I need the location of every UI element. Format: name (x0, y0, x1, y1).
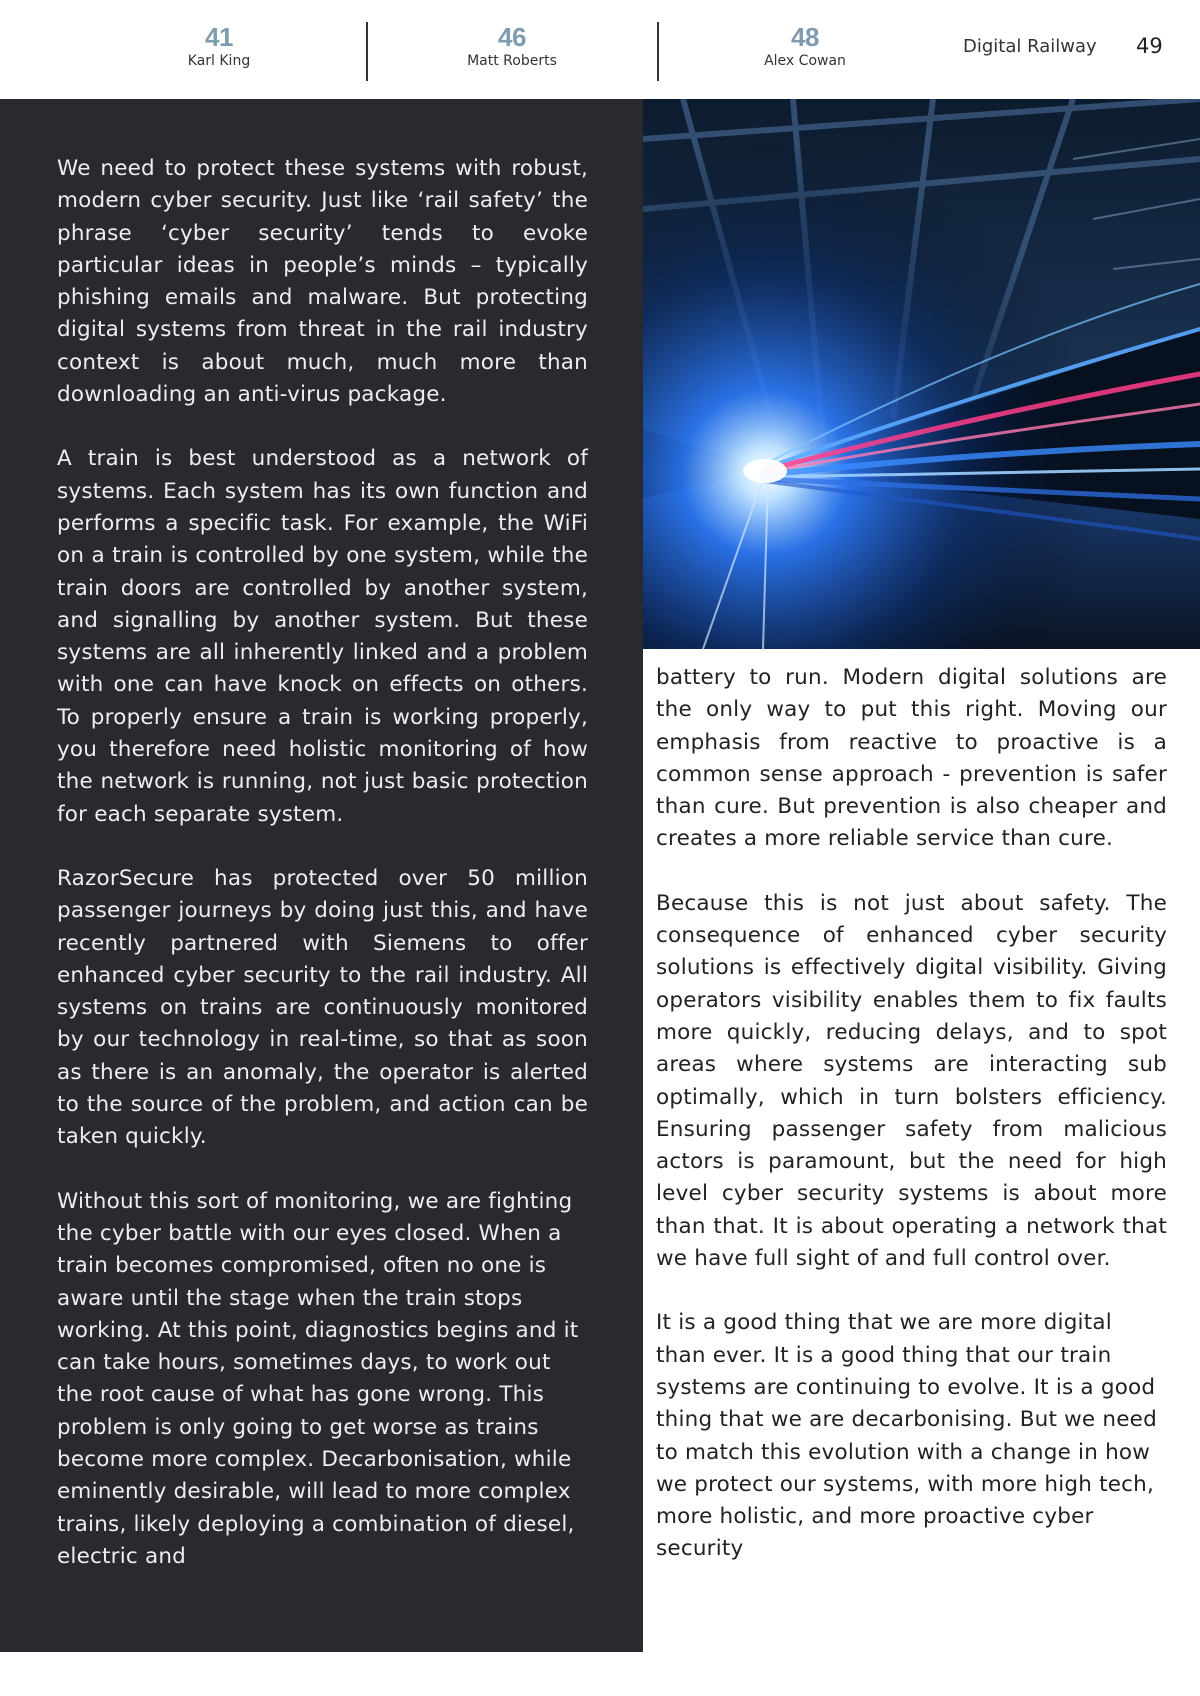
nav-link-karl-king[interactable] (119, 22, 319, 70)
article-left-column (57, 153, 588, 1573)
nav-author-name: Matt Roberts (467, 53, 557, 69)
article-paragraph: It is a good thing that we are more digital than ever. It is a good thing that our train systems are continuing to evolve. It is a good thing that we are decarbonising. But we need to match this evolution with a change in how we protect our systems, with more high tech, more holistic, and more proactive cyber security (656, 1310, 1157, 1562)
nav-page-number: 46 (498, 22, 526, 52)
article-paragraph: Without this sort of monitoring, we are fighting the cyber battle with our eyes closed. When a train becomes compromised, often no one is aware until the stage when the train stops working. At this point, diagnostics begins and it can take hours, sometimes days, to work out the root cause of what has gone wrong. This problem is only going to get worse as trains become more complex. Decarbonisation, while eminently desirable, will lead to more complex trains, likely deploying a combination of diesel, electric and (57, 1188, 579, 1569)
article-paragraph: RazorSecure has protected over 50 million passenger journeys by doing just this, and have recently partnered with Siemens to offer enhanced cyber security to the rail industry. All systems on trains are continuously monitored by our technology in real-time, so that as soon as there is an anomaly, the operator is alerted to the source of the problem, and action can be taken quickly. (57, 865, 588, 1150)
nav-divider (366, 22, 368, 81)
article-paragraph: Because this is not just about safety. The consequence of enhanced cyber security solutions is effectively digital visibility. Giving operators visibility enables them to fix faults more quickly, reducing delays, and to spot areas where systems are interacting sub optimally, which in turn bolsters efficiency. Ensuring passenger safety from malicious actors is paramount, but the need for high level cyber security systems is about more than that. It is about operating a network that we have full sight of and full control over. (656, 890, 1167, 1272)
nav-page-number: 48 (791, 22, 819, 52)
section-title: Digital Railway (963, 36, 1097, 57)
nav-divider (657, 22, 659, 81)
nav-author-name: Karl King (187, 53, 251, 69)
article-paragraph: We need to protect these systems with robust, modern cyber security. Just like ‘rail safety’ the phrase ‘cyber security’ tends to evoke particular ideas in people’s minds – typically phishing emails and malware. But protecting digital systems from threat in the rail industry context is about much, much more than downloading an anti-virus package. (57, 156, 588, 408)
nav-page-number: 41 (205, 22, 233, 52)
article-right-column (656, 662, 1167, 1566)
article-paragraph: battery to run. Modern digital solutions are the only way to put this right. Moving our emphasis from reactive to proactive is a common sense approach - prevention is safer than cure. But prevention is also cheaper and creates a more reliable service than cure. (656, 665, 1167, 852)
page-number: 49 (1136, 34, 1163, 58)
page-header (0, 0, 1200, 99)
article-paragraph: A train is best understood as a network of systems. Each system has its own function and performs a specific task. For example, the WiFi on a train is controlled by one system, while the train doors are controlled by another system, and signalling by another system. But these systems are all inherently linked and a problem with one can have knock on effects on others. To properly ensure a train is working properly, you therefore need holistic monitoring of how the network is running, not just basic protection for each separate system. (57, 446, 588, 827)
nav-link-alex-cowan[interactable] (705, 22, 905, 70)
light-trails-tunnel-photo (643, 99, 1200, 649)
nav-link-matt-roberts[interactable] (412, 22, 612, 70)
nav-author-name: Alex Cowan (764, 53, 846, 69)
